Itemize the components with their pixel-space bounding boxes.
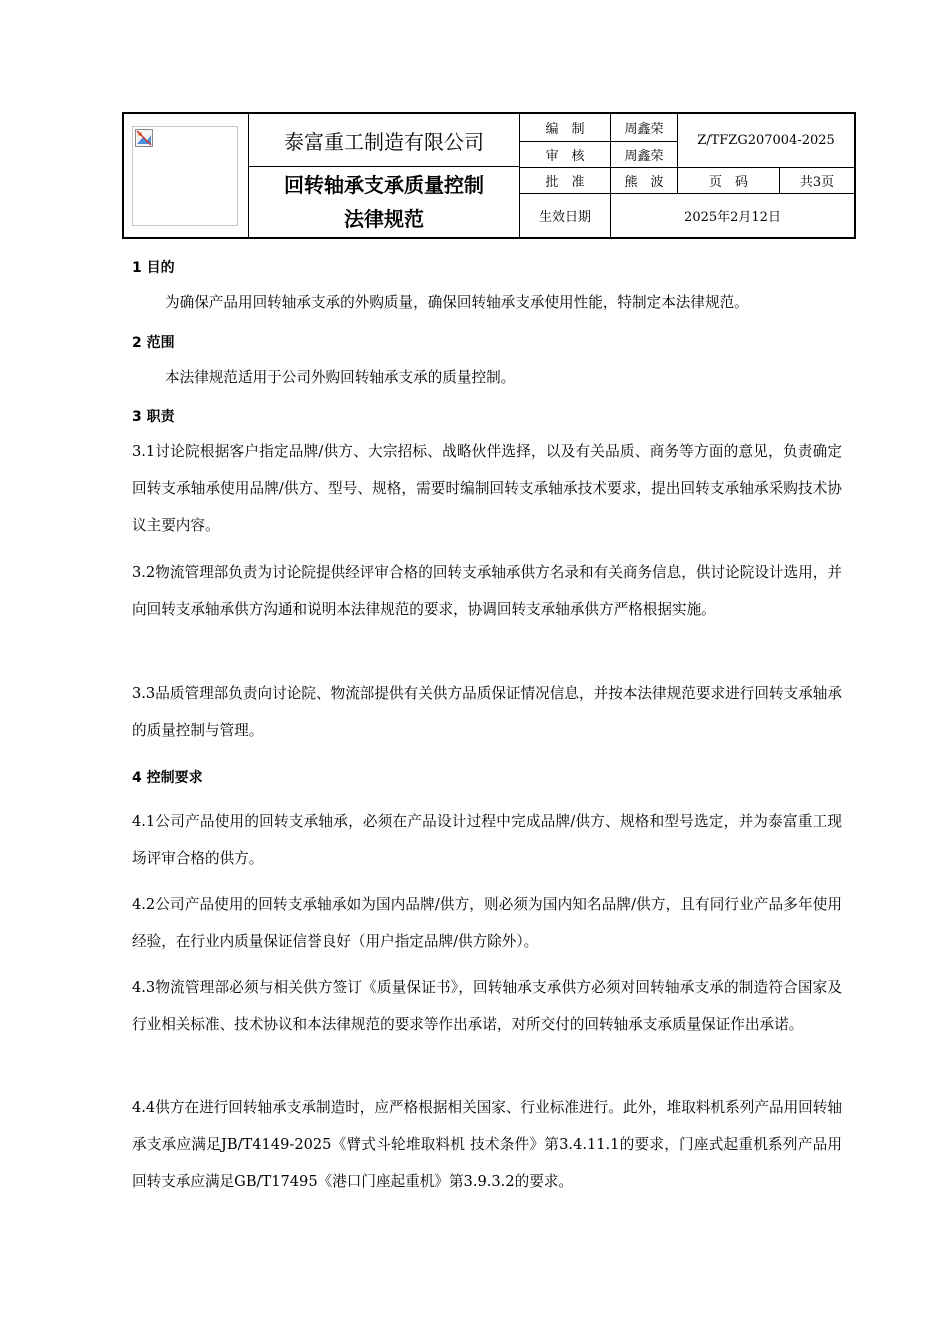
clause-3-3: 3.3品质管理部负责向讨论院、物流部提供有关供方品质保证情况信息，并按本法律规范要求进行回转支承轴承的质量控制与管理。 — [132, 685, 842, 739]
section-1-text: 为确保产品用回转轴承支承的外购质量，确保回转轴承支承使用性能，特制定本法律规范。 — [165, 294, 749, 311]
prepared-label: 编 制 — [545, 122, 585, 137]
section-3-heading: 3 职责 — [132, 409, 175, 425]
clause-4-2: 4.2公司产品使用的回转支承轴承如为国内品牌/供方，则必须为国内知名品牌/供方，且有同行业产品多年使用经验，在行业内质量保证信誉良好（用户指定品牌/供方除外）。 — [132, 896, 842, 950]
section-2-heading: 2 范围 — [132, 335, 175, 351]
effective-date-label: 生效日期 — [538, 210, 591, 225]
company-name: 泰富重工制造有限公司 — [284, 129, 484, 154]
document-code: Z/TFZG207004-2025 — [697, 133, 835, 148]
document-title-line2: 法律规范 — [344, 207, 424, 231]
page-count: 共3页 — [799, 175, 835, 190]
clause-3-2: 3.2物流管理部负责为讨论院提供经评审合格的回转支承轴承供方名录和有关商务信息，供讨论院设计选用，并向回转支承轴承供方沟通和说明本法律规范的要求，协调回转支承轴承供方严格根据实施。 — [132, 564, 842, 618]
clause-4-3: 4.3物流管理部必须与相关供方签订《质量保证书》，回转轴承支承供方必须对回转轴承支承的制造符合国家及行业相关标准、技术协议和本法律规范的要求等作出承诺，对所交付的回转轴承支承质量保证作出承诺。 — [132, 979, 842, 1033]
effective-date: 2025年2月12日 — [684, 210, 781, 225]
document-header-table — [122, 112, 856, 239]
approved-by: 熊 波 — [624, 175, 664, 190]
broken-image-icon — [135, 129, 153, 147]
company-logo — [132, 126, 238, 226]
approved-label: 批 准 — [545, 175, 585, 190]
reviewed-by: 周鑫荣 — [624, 149, 664, 164]
section-4-heading: 4 控制要求 — [132, 770, 203, 786]
document-title — [249, 167, 519, 237]
clause-4-1: 4.1公司产品使用的回转支承轴承，必须在产品设计过程中完成品牌/供方、规格和型号选定，并为泰富重工现场评审合格的供方。 — [132, 813, 842, 867]
clause-4-4: 4.4供方在进行回转轴承支承制造时，应严格根据相关国家、行业标准进行。此外，堆取料机系列产品用回转轴承支承应满足JB/T4149-2025《臂式斗轮堆取料机 技术条件》第3.4.11.1的要求，门座式起重机系列产品用回转支承应满足GB/T17495《港口门座起重机》第3.9.3.2的要求。 — [132, 1099, 842, 1190]
document-title-line1: 回转轴承支承质量控制 — [284, 173, 484, 197]
prepared-by: 周鑫荣 — [624, 122, 664, 137]
reviewed-label: 审 核 — [545, 149, 585, 164]
page-label: 页 码 — [708, 175, 748, 190]
clause-3-1: 3.1讨论院根据客户指定品牌/供方、大宗招标、战略伙伴选择，以及有关品质、商务等方面的意见，负责确定回转支承轴承使用品牌/供方、型号、规格，需要时编制回转支承轴承技术要求，提出回转支承轴承采购技术协议主要内容。 — [132, 443, 842, 534]
section-2-text: 本法律规范适用于公司外购回转轴承支承的质量控制。 — [165, 369, 516, 386]
section-1-heading: 1 目的 — [132, 260, 175, 276]
